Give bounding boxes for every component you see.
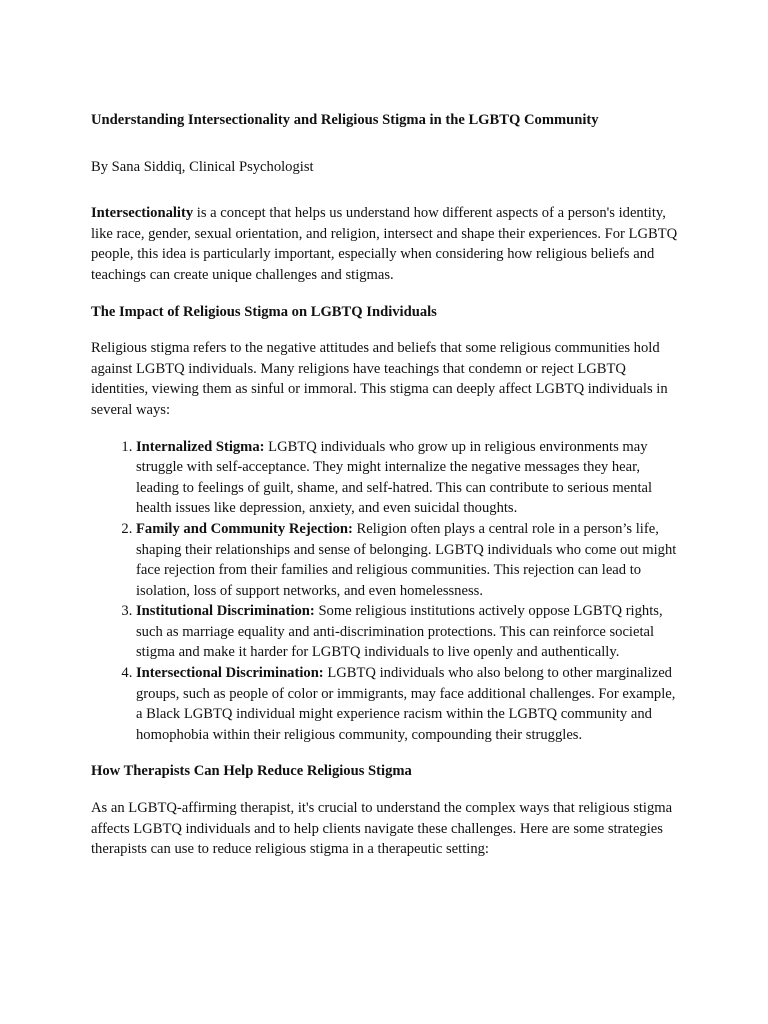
list-item-label: Intersectional Discrimination: xyxy=(136,665,324,682)
document-page xyxy=(91,110,683,860)
document-title: Understanding Intersectionality and Religious Stigma in the LGBTQ Community xyxy=(91,112,599,128)
section-heading-therapists: How Therapists Can Help Reduce Religious Stigma xyxy=(91,763,412,780)
intro-text: is a concept that helps us understand how different aspects of a person's identity, like race, gender, sexual orientation, and religion, intersect and shape their experiences. For LGBTQ people, this idea is particularly important, especially when considering how religious beliefs and teachings can create unique challenges and stigmas. xyxy=(91,205,678,283)
list-item-text: LGBTQ individuals who grow up in religious environments may struggle with self-acceptance. They might internalize the negative messages they hear, leading to feelings of guilt, shame, and self-hatred. This can contribute to serious mental health issues like depression, anxiety, and even suicidal thoughts. xyxy=(136,438,653,517)
impact-list xyxy=(91,437,683,746)
list-item-label: Family and Community Rejection: xyxy=(136,520,353,537)
list-item xyxy=(136,519,683,601)
author-byline: By Sana Siddiq, Clinical Psychologist xyxy=(91,158,314,175)
list-item-label: Institutional Discrimination: xyxy=(136,603,315,620)
list-item xyxy=(136,437,683,519)
list-item xyxy=(136,601,683,663)
list-item-text: Some religious institutions actively oppose LGBTQ rights, such as marriage equality and anti-discrimination protections. This can reinforce societal stigma and make it harder for LGBTQ individuals to live openly and authentically. xyxy=(136,603,663,661)
list-item-label: Internalized Stigma: xyxy=(136,438,265,455)
intro-term: Intersectionality xyxy=(91,205,194,222)
list-item-text: Religion often plays a central role in a person’s life, shaping their relationships and sense of belonging. LGBTQ individuals who come out might face rejection from their families and religious communities. This rejection can lead to isolation, loss of support networks, and even homelessness. xyxy=(136,520,677,599)
section-paragraph-therapists: As an LGBTQ-affirming therapist, it's crucial to understand the complex ways that religious stigma affects LGBTQ individuals and to help clients navigate these challenges. Here are some strategies therapists can use to reduce religious stigma in a therapeutic setting: xyxy=(91,800,673,858)
section-paragraph-impact: Religious stigma refers to the negative attitudes and beliefs that some religious communities hold against LGBTQ individuals. Many religions have teachings that condemn or reject LGBTQ identities, viewing them as sinful or immoral. This stigma can deeply affect LGBTQ individuals in several ways: xyxy=(91,340,668,418)
list-item-text: LGBTQ individuals who also belong to other marginalized groups, such as people of color or immigrants, may face additional challenges. For example, a Black LGBTQ individual might experience racism within the LGBTQ community and homophobia within their religious community, compounding their struggles. xyxy=(136,665,676,743)
intro-paragraph xyxy=(91,203,683,285)
section-heading-impact: The Impact of Religious Stigma on LGBTQ Individuals xyxy=(91,303,437,320)
list-item xyxy=(136,663,683,745)
